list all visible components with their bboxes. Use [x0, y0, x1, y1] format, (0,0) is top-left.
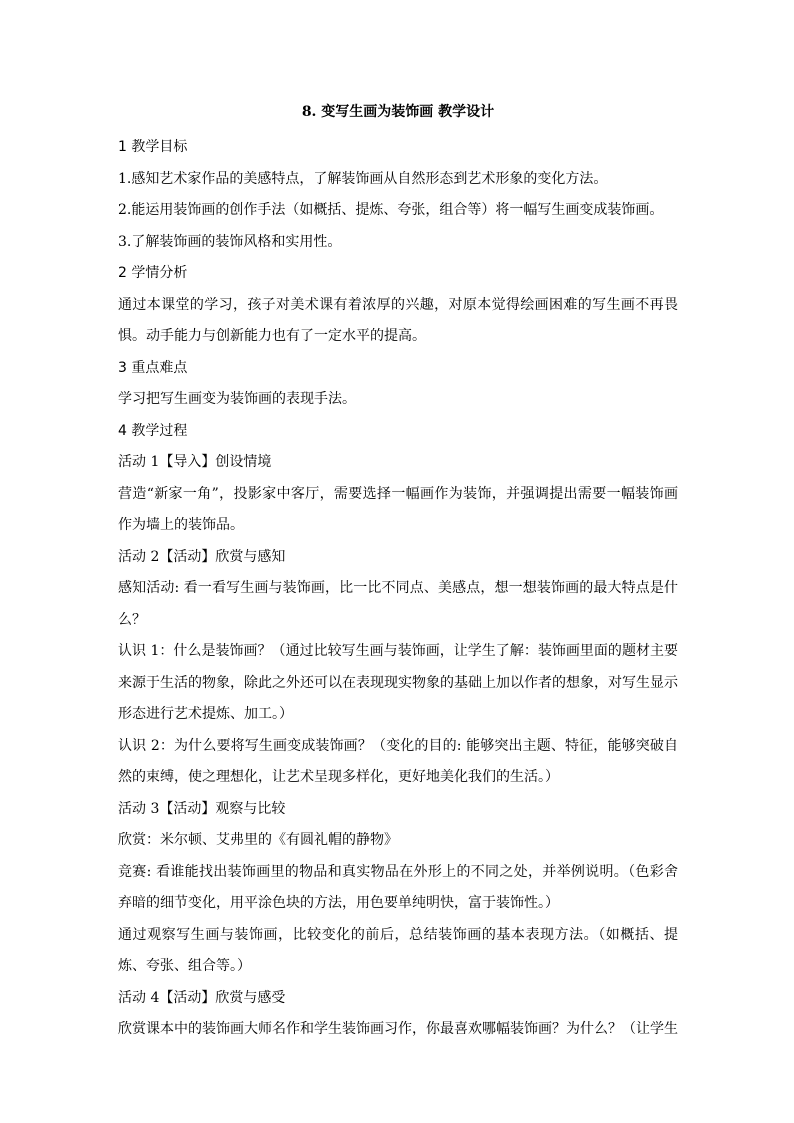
objective-item-3: 3.了解装饰画的装饰风格和实用性。	[118, 233, 342, 250]
document-body	[118, 132, 678, 1046]
activity-3-heading: 活动 3【活动】观察与比较	[118, 800, 286, 817]
activity-4-paragraph: 欣赏课本中的装饰画大师名作和学生装饰画习作，你最喜欢哪幅装饰画？为什么？（让学生	[118, 1021, 678, 1037]
activity-3-summary: 通过观察写生画与装饰画，比较变化的前后，总结装饰画的基本表现方法。（如概括、提炼、夸张、组合等。）	[118, 926, 678, 974]
objective-item-1: 1.感知艺术家作品的美感特点，了解装饰画从自然形态到艺术形象的变化方法。	[118, 170, 608, 187]
document-title: 8. 变写生画为装饰画 教学设计	[301, 104, 495, 120]
section-heading-objectives: 1 教学目标	[118, 139, 188, 155]
activity-3-competition: 竞赛: 看谁能找出装饰画里的物品和真实物品在外形上的不同之处，并举例说明。（色彩舍弃暗的细节变化，用平涂色块的方法，用色要单纯明快，富于装饰性。）	[118, 863, 678, 911]
activity-2-understanding-1: 认识 1：什么是装饰画？（通过比较写生画与装饰画，让学生了解：装饰画里面的题材主要来源于生活的物象，除此之外还可以在表现现实物象的基础上加以作者的想象，对写生显示形态进行艺术提炼、加工。）	[118, 643, 678, 722]
activity-2-understanding-2: 认识 2：为什么要将写生画变成装饰画？（变化的目的: 能够突出主题、特征，能够突破自然的束缚，使之理想化，让艺术呈现多样化，更好地美化我们的生活。）	[118, 737, 678, 785]
activity-2-paragraph: 感知活动: 看一看写生画与装饰画，比一比不同点、美感点，想一想装饰画的最大特点是什么？	[118, 580, 678, 628]
activity-2-heading: 活动 2【活动】欣赏与感知	[118, 548, 286, 565]
activity-1-paragraph: 营造“新家一角”，投影家中客厅，需要选择一幅画作为装饰，并强调提出需要一幅装饰画作为墙上的装饰品。	[118, 485, 678, 533]
section-heading-key-points: 3 重点难点	[118, 359, 188, 376]
key-points-paragraph: 学习把写生画变为装饰画的表现手法。	[118, 391, 356, 407]
activity-4-heading: 活动 4【活动】欣赏与感受	[118, 989, 286, 1006]
objective-item-2: 2.能运用装饰画的创作手法（如概括、提炼、夸张，组合等）将一幅写生画变成装饰画。	[118, 202, 664, 218]
activity-1-heading: 活动 1【导入】创设情境	[118, 454, 272, 470]
section-heading-analysis: 2 学情分析	[118, 265, 188, 281]
activity-3-appreciation: 欣赏：米尔顿、艾弗里的《有圆礼帽的静物》	[118, 832, 398, 848]
analysis-paragraph: 通过本课堂的学习，孩子对美术课有着浓厚的兴趣，对原本觉得绘画困难的写生画不再畏惧。动手能力与创新能力也有了一定水平的提高。	[118, 296, 678, 344]
section-heading-process: 4 教学过程	[118, 422, 188, 439]
